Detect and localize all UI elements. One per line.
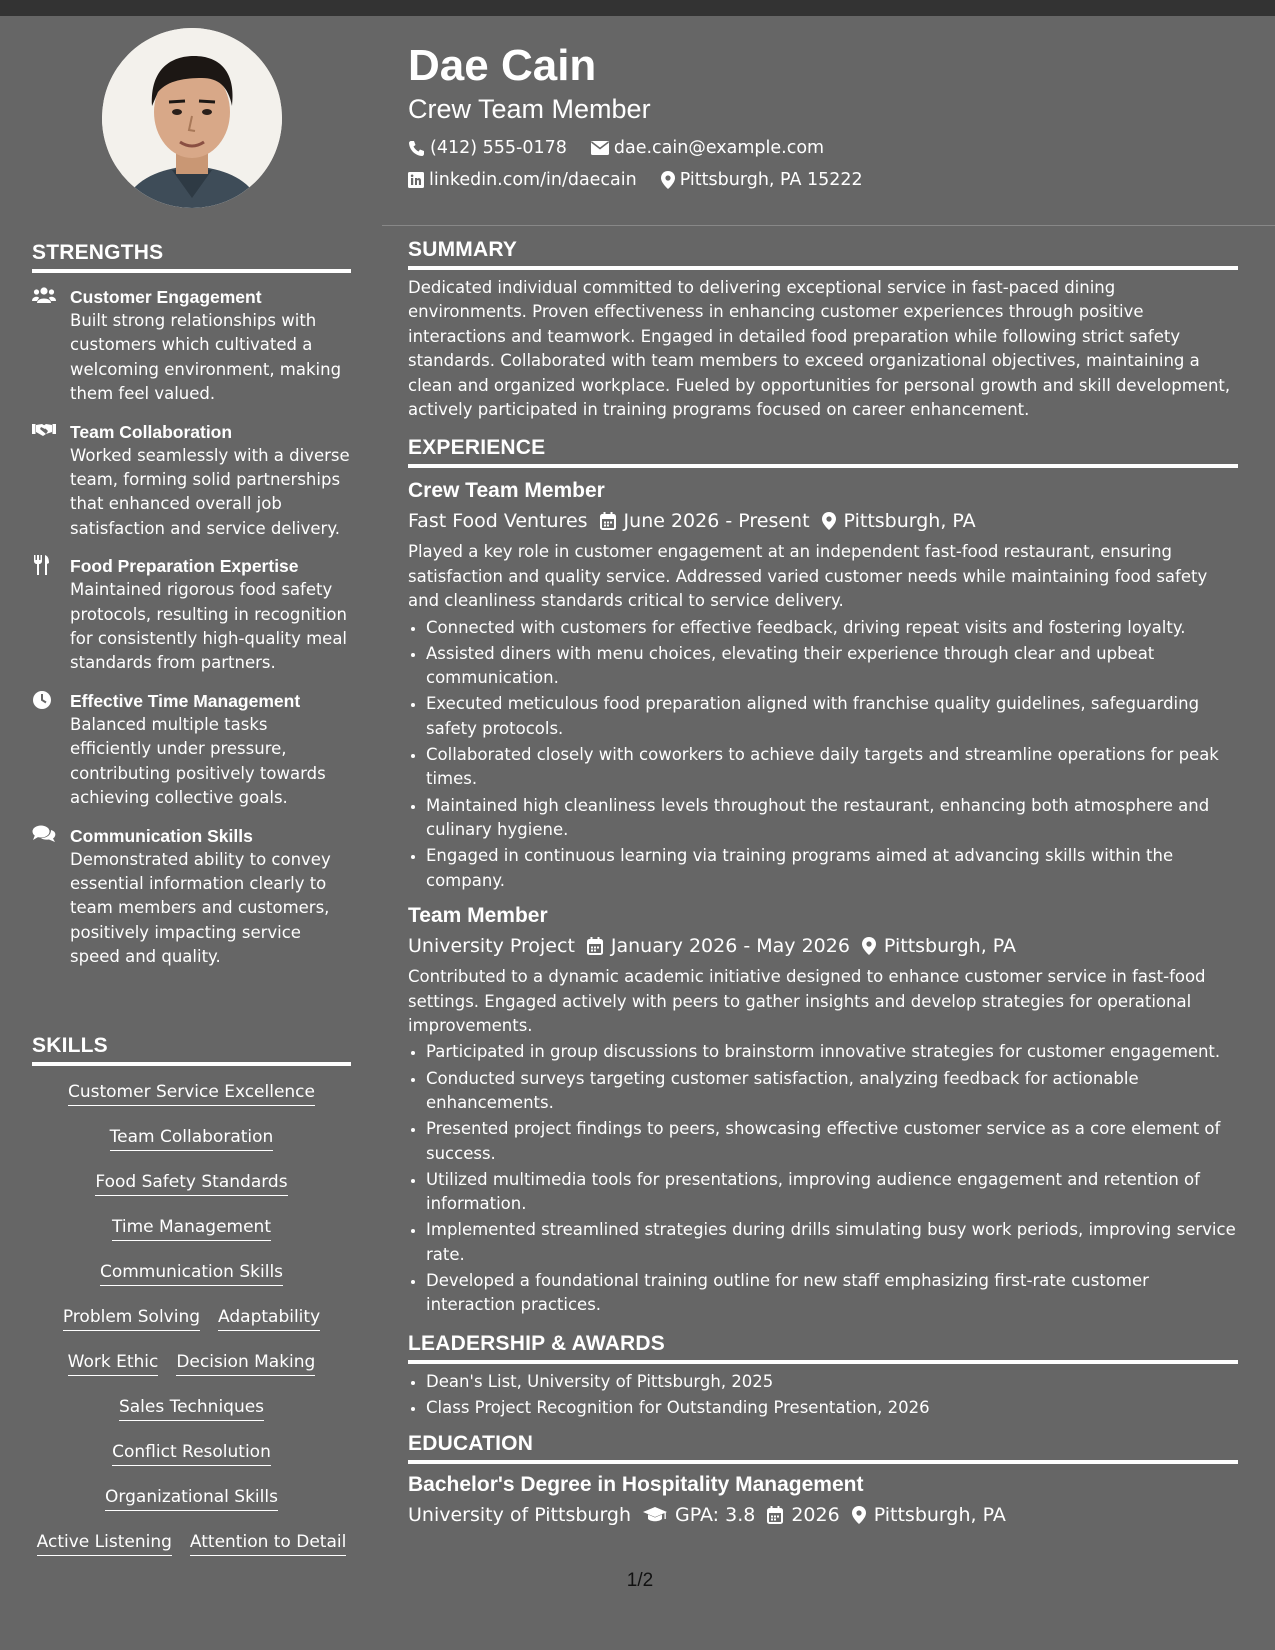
- strength-item: [32, 420, 351, 542]
- awards-heading: LEADERSHIP & AWARDS: [408, 1332, 1238, 1364]
- candidate-title: Crew Team Member: [408, 94, 651, 124]
- job-description: Contributed to a dynamic academic initiative designed to enhance customer service in fast-food settings. Engaged actively with peers to gather insights and develop strategies for operational improvements.: [408, 967, 1206, 1035]
- school-name: University of Pittsburgh: [408, 1504, 632, 1527]
- award-item: • Class Project Recognition for Outstanding Presentation, 2026: [426, 1396, 1238, 1420]
- job-meta: [408, 506, 1238, 536]
- job-entry: [408, 476, 1238, 893]
- skill-tag: Conflict Resolution: [112, 1441, 271, 1466]
- strength-item: [32, 689, 351, 811]
- skills-heading: SKILLS: [32, 1034, 351, 1066]
- calendar-icon: [767, 1506, 783, 1524]
- skill-tag: Adaptability: [218, 1306, 320, 1331]
- summary-heading: SUMMARY: [408, 238, 1238, 270]
- strength-title: Customer Engagement: [70, 287, 262, 307]
- strength-desc: Worked seamlessly with a diverse team, forming solid partnerships that enhanced overall job satisfaction and service delivery.: [70, 445, 350, 538]
- linkedin-icon: [408, 172, 424, 188]
- map-pin-icon: [852, 1506, 866, 1524]
- bullet-item: • Executed meticulous food preparation aligned with franchise quality guidelines, safeguarding safety protocols.: [426, 692, 1238, 741]
- handshake-icon: [32, 421, 56, 441]
- skill-tag: Food Safety Standards: [95, 1171, 287, 1196]
- job-dates: January 2026 - May 2026: [610, 935, 850, 958]
- bullet-item: • Implemented streamlined strategies during drills simulating busy work periods, improving service rate.: [426, 1218, 1238, 1267]
- bullet-item: • Presented project findings to peers, showcasing effective customer service as a core element of success.: [426, 1117, 1238, 1166]
- skill-tag: Customer Service Excellence: [68, 1081, 315, 1106]
- skills-list: [32, 1081, 351, 1576]
- phone-icon: [408, 140, 425, 157]
- right-column: [408, 238, 1238, 1538]
- experience-section: [408, 436, 1238, 1317]
- strength-item: [32, 824, 351, 970]
- skill-tag: Decision Making: [176, 1351, 315, 1376]
- calendar-icon: [600, 512, 616, 530]
- skill-tag: Team Collaboration: [110, 1126, 274, 1151]
- strength-title: Communication Skills: [70, 825, 253, 846]
- skill-tag: Attention to Detail: [190, 1531, 346, 1556]
- job-meta: [408, 931, 1238, 961]
- bullet-item: • Developed a foundational training outline for new staff emphasizing first-rate customer interaction practices.: [426, 1269, 1238, 1318]
- linkedin-url: linkedin.com/in/daecain: [429, 170, 637, 190]
- map-pin-icon: [862, 937, 876, 955]
- email-address: dae.cain@example.com: [613, 138, 825, 158]
- company-name: Fast Food Ventures: [408, 510, 588, 533]
- phone-contact[interactable]: [408, 138, 567, 158]
- job-bullets: [408, 616, 1238, 893]
- skill-tag: Problem Solving: [63, 1306, 200, 1331]
- users-icon: [32, 286, 56, 306]
- education-meta: [408, 1500, 1238, 1530]
- skill-tag: Sales Techniques: [119, 1396, 264, 1421]
- location-text: Pittsburgh, PA 15222: [679, 170, 863, 190]
- job-title: Crew Team Member: [408, 479, 605, 503]
- graduation-year: 2026: [791, 1504, 840, 1527]
- skill-tag: Work Ethic: [68, 1351, 159, 1376]
- awards-list: [408, 1370, 1238, 1421]
- job-title: Team Member: [408, 904, 548, 928]
- summary-section: [408, 238, 1238, 422]
- bullet-item: • Connected with customers for effective feedback, driving repeat visits and fostering loyalty.: [426, 616, 1238, 640]
- bullet-item: • Engaged in continuous learning via training programs aimed at advancing skills within the company.: [426, 844, 1238, 893]
- degree-title: Bachelor's Degree in Hospitality Management: [408, 1473, 864, 1497]
- email-contact[interactable]: [591, 138, 824, 158]
- skill-tag: Organizational Skills: [105, 1486, 278, 1511]
- clock-icon: [32, 690, 56, 710]
- contact-info: [408, 132, 1238, 196]
- skill-tag: Communication Skills: [100, 1261, 283, 1286]
- strength-desc: Maintained rigorous food safety protocols, resulting in recognition for consistently high-quality meal standards from partners.: [70, 580, 348, 673]
- page-number: 1/2: [626, 1570, 654, 1591]
- strength-title: Effective Time Management: [70, 690, 301, 711]
- awards-section: [408, 1332, 1238, 1421]
- bullet-item: • Collaborated closely with coworkers to achieve daily targets and streamline operations for peak times.: [426, 743, 1238, 792]
- calendar-icon: [587, 937, 603, 955]
- linkedin-contact[interactable]: [408, 170, 637, 190]
- profile-photo: [102, 28, 282, 208]
- resume-header: [408, 40, 1238, 196]
- location-contact: [661, 170, 863, 190]
- skills-section: [32, 1034, 351, 1576]
- strength-item: [32, 554, 351, 676]
- strength-desc: Built strong relationships with customers which cultivated a welcoming environment, making them feel valued.: [70, 311, 342, 404]
- bullet-item: • Utilized multimedia tools for presentations, improving audience engagement and retention of information.: [426, 1168, 1238, 1217]
- company-name: University Project: [408, 935, 575, 958]
- map-pin-icon: [822, 512, 836, 530]
- strength-desc: Demonstrated ability to convey essential information clearly to team members and customers, positively impacting service speed and quality.: [70, 849, 331, 967]
- bullet-item: • Conducted surveys targeting customer satisfaction, analyzing feedback for actionable enhancements.: [426, 1067, 1238, 1116]
- education-location: Pittsburgh, PA: [873, 1504, 1006, 1527]
- education-section: [408, 1432, 1238, 1530]
- job-dates: June 2026 - Present: [623, 510, 810, 533]
- job-bullets: [408, 1040, 1238, 1317]
- education-heading: EDUCATION: [408, 1432, 1238, 1464]
- header-divider: [382, 225, 1275, 226]
- map-pin-icon: [661, 171, 675, 189]
- job-entry: [408, 901, 1238, 1318]
- chat-icon: [32, 825, 56, 845]
- strengths-heading: STRENGTHS: [32, 241, 351, 273]
- candidate-name: Dae Cain: [408, 41, 597, 90]
- bullet-item: • Assisted diners with menu choices, elevating their experience through clear and upbeat communication.: [426, 642, 1238, 691]
- bullet-item: • Participated in group discussions to brainstorm innovative strategies for customer engagement.: [426, 1040, 1238, 1064]
- utensils-icon: [32, 555, 56, 575]
- phone-number: (412) 555-0178: [430, 138, 567, 158]
- skill-tag: Active Listening: [37, 1531, 172, 1556]
- award-item: • Dean's List, University of Pittsburgh, 2025: [426, 1370, 1238, 1394]
- strength-title: Food Preparation Expertise: [70, 556, 299, 577]
- skill-tag: Time Management: [112, 1216, 271, 1241]
- strength-title: Team Collaboration: [70, 421, 233, 442]
- gpa: GPA: 3.8: [675, 1504, 756, 1527]
- top-bar: [0, 0, 1275, 16]
- bullet-item: • Maintained high cleanliness levels throughout the restaurant, enhancing both atmosphere and culinary hygiene.: [426, 794, 1238, 843]
- envelope-icon: [591, 141, 609, 155]
- job-location: Pittsburgh, PA: [883, 935, 1017, 958]
- summary-text: Dedicated individual committed to delivering exceptional service in fast-paced dining environments. Proven effectiveness in enhancing customer experiences through positive interactions and teamwork. Engaged in detailed food preparation while following strict safety standards. Collaborated with team members to exceed organizational objectives, maintaining a clean and organized workplace. Fueled by opportunities for personal growth and skill development, actively participated in training programs focused on career enhancement.: [408, 278, 1231, 420]
- job-location: Pittsburgh, PA: [843, 510, 976, 533]
- experience-heading: EXPERIENCE: [408, 436, 1238, 468]
- strengths-section: [32, 241, 351, 970]
- job-description: Played a key role in customer engagement at an independent fast-food restaurant, ensuring satisfaction and quality service. Addressed varied customer needs while maintaining food safety and cleanliness standards critical to service delivery.: [408, 542, 1208, 611]
- strength-item: [32, 285, 351, 407]
- strength-desc: Balanced multiple tasks efficiently under pressure, contributing positively towards achieving collective goals.: [70, 714, 326, 808]
- graduation-cap-icon: [643, 1507, 667, 1523]
